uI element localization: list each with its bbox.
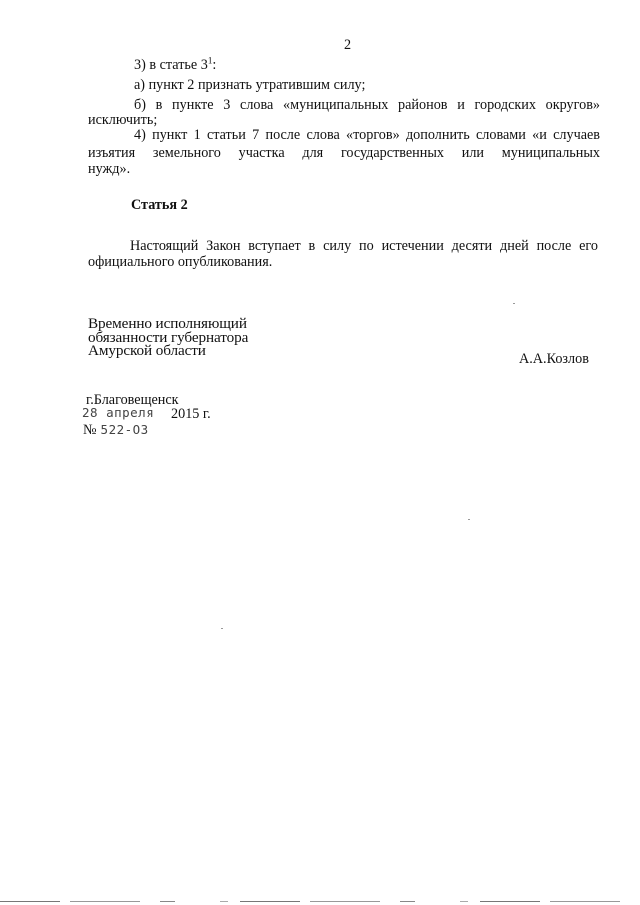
number-sign: №: [83, 422, 97, 438]
amendment-item-4-line3: нужд».: [88, 161, 131, 177]
amendment-item-3-colon: :: [212, 57, 217, 73]
amendment-item-b-line2: исключить;: [88, 112, 158, 128]
amendment-item-a: а) пункт 2 признать утратившим силу;: [134, 77, 366, 93]
signatory-title-line3: Амурской области: [88, 342, 206, 359]
amendment-item-3-text: 3) в статье 3: [134, 57, 208, 73]
law-number-value: 522-ОЗ: [100, 422, 149, 437]
scan-speck: [513, 303, 515, 304]
scan-speck: [221, 628, 223, 629]
article-2-text-line1: Настоящий Закон вступает в силу по истечении десяти дней после его: [130, 238, 598, 254]
date-year: 2015 г.: [171, 406, 211, 422]
scan-edge-line: [0, 901, 640, 902]
signatory-title-line2: обязанности губернатора: [88, 329, 249, 346]
page-number: 2: [344, 37, 352, 53]
article-superscript: 1: [207, 55, 213, 66]
signatory-name: А.А.Козлов: [519, 351, 589, 367]
city: г.Благовещенск: [86, 392, 179, 408]
amendment-item-3: [134, 56, 216, 75]
amendment-item-b-line1: б) в пункте 3 слова «муниципальных районов и городских округов»: [134, 97, 600, 113]
article-2-heading: Статья 2: [131, 197, 188, 213]
amendment-item-4-line2: изъятия земельного участка для государственных или муниципальных: [88, 145, 600, 161]
amendment-item-4-line1: 4) пункт 1 статьи 7 после слова «торгов» дополнить словами «и случаев: [134, 127, 600, 143]
article-2-text-line2: официального опубликования.: [88, 254, 273, 270]
scan-speck: [468, 519, 470, 520]
signatory-title-line1: Временно исполняющий: [88, 315, 247, 332]
date-day-month: 28 апреля: [82, 405, 155, 420]
law-number: [83, 421, 149, 440]
